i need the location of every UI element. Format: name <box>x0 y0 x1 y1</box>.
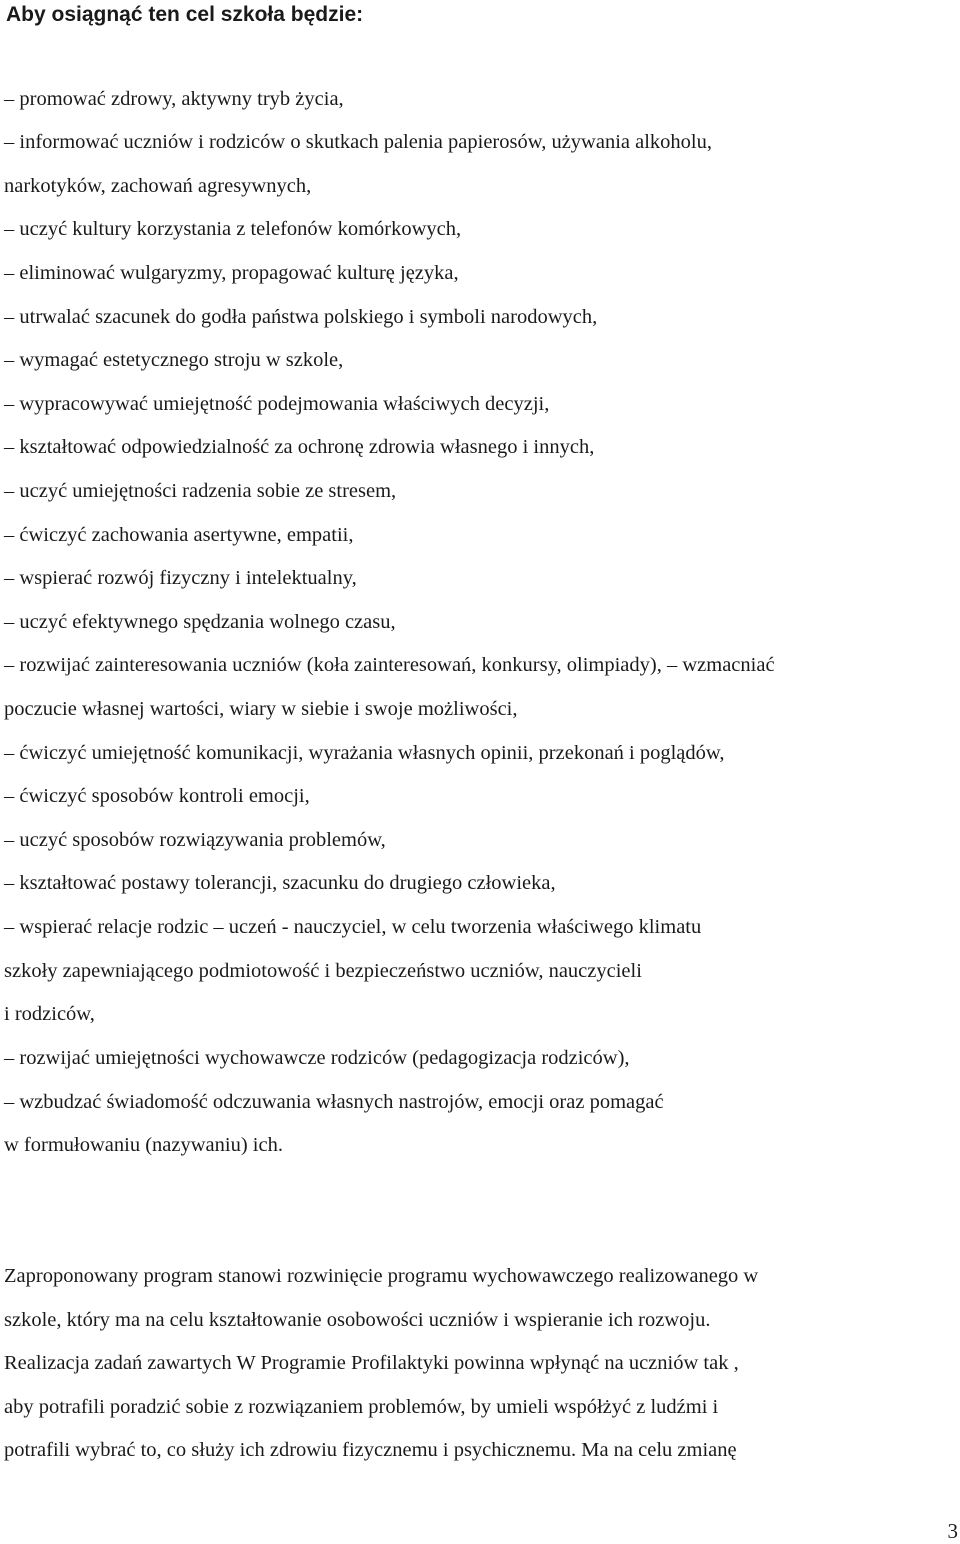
paragraph-line: Zaproponowany program stanowi rozwinięcie programu wychowawczego realizowanego w <box>4 1265 759 1287</box>
list-line: – kształtować odpowiedzialność za ochronę zdrowia własnego i innych, <box>4 436 595 458</box>
list-line: – kształtować postawy tolerancji, szacunku do drugiego człowieka, <box>4 872 556 894</box>
list-line: – uczyć kultury korzystania z telefonów komórkowych, <box>4 218 462 240</box>
list-line: narkotyków, zachowań agresywnych, <box>4 175 312 197</box>
list-line: szkoły zapewniającego podmiotowość i bezpieczeństwo uczniów, nauczycieli <box>4 960 642 982</box>
list-line: – wspierać relacje rodzic – uczeń - nauczyciel, w celu tworzenia właściwego klimatu <box>4 916 702 938</box>
paragraph-line: szkole, który ma na celu kształtowanie osobowości uczniów i wspieranie ich rozwoju. <box>4 1309 711 1331</box>
list-line: – eliminować wulgaryzmy, propagować kulturę języka, <box>4 262 459 284</box>
list-line: – promować zdrowy, aktywny tryb życia, <box>4 88 344 110</box>
list-line: – wspierać rozwój fizyczny i intelektualny, <box>4 567 357 589</box>
list-line: – uczyć efektywnego spędzania wolnego czasu, <box>4 611 396 633</box>
list-line: w formułowaniu (nazywaniu) ich. <box>4 1134 283 1156</box>
list-line: – informować uczniów i rodziców o skutkach palenia papierosów, używania alkoholu, <box>4 131 712 153</box>
list-line: poczucie własnej wartości, wiary w siebie i swoje możliwości, <box>4 698 518 720</box>
list-line: – uczyć umiejętności radzenia sobie ze stresem, <box>4 480 397 502</box>
list-line: – utrwalać szacunek do godła państwa polskiego i symboli narodowych, <box>4 306 598 328</box>
list-line: i rodziców, <box>4 1003 95 1025</box>
list-line: – rozwijać zainteresowania uczniów (koła zainteresowań, konkursy, olimpiady), – wzmacniać <box>4 654 775 676</box>
section-heading: Aby osiągnąć ten cel szkoła będzie: <box>6 3 364 26</box>
list-line: – ćwiczyć sposobów kontroli emocji, <box>4 785 310 807</box>
list-line: – wypracowywać umiejętność podejmowania właściwych decyzji, <box>4 393 550 415</box>
paragraph-line: aby potrafili poradzić sobie z rozwiązaniem problemów, by umieli współżyć z ludźmi i <box>4 1396 719 1418</box>
list-line: – ćwiczyć zachowania asertywne, empatii, <box>4 524 354 546</box>
list-line: – wzbudzać świadomość odczuwania własnych nastrojów, emocji oraz pomagać <box>4 1091 664 1113</box>
list-line: – rozwijać umiejętności wychowawcze rodziców (pedagogizacja rodziców), <box>4 1047 630 1069</box>
paragraph-line: potrafili wybrać to, co służy ich zdrowiu fizycznemu i psychicznemu. Ma na celu zmianę <box>4 1439 737 1461</box>
list-line: – uczyć sposobów rozwiązywania problemów, <box>4 829 386 851</box>
page-number: 3 <box>947 1519 958 1543</box>
paragraph-line: Realizacja zadań zawartych W Programie Profilaktyki powinna wpłynąć na uczniów tak , <box>4 1352 739 1374</box>
list-line: – wymagać estetycznego stroju w szkole, <box>4 349 344 371</box>
list-line: – ćwiczyć umiejętność komunikacji, wyrażania własnych opinii, przekonań i poglądów, <box>4 742 725 764</box>
